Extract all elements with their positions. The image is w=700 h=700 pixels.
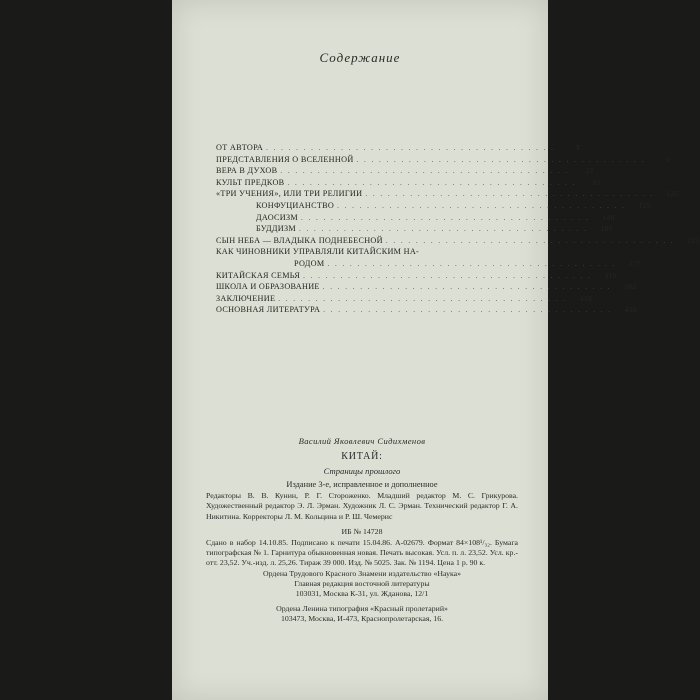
toc-entry-label: БУДДИЗМ (256, 224, 296, 234)
imprint-block (206, 436, 518, 624)
toc-leader-dots: . . . . . . . . . . . . . . . . . . . . . . . . . . . . . . . . . . . . . . . (280, 167, 570, 176)
page-title: Содержание (319, 50, 401, 65)
toc-entry (216, 281, 637, 293)
toc-entry-page: 148 (602, 212, 615, 222)
toc-leader-dots: . . . . . . . . . . . . . . . . . . . . . . . . . . . . . . . . . . . . . . . (356, 155, 646, 164)
toc-entry (216, 142, 580, 154)
toc-leader-dots: . . . . . . . . . . . . . . . . . . . . . . . . . . . . . . . . . . . . . . . (322, 283, 612, 292)
print-info-paragraph: Сдано в набор 14.10.85. Подписано к печати 15.04.86. А-02679. Формат 84×108¹/₃₂. Бумага типографская № 1. Гарнитура обыкновенная новая. Печать высокая. Усл. п. л. 23,52. Усл. кр.-отт. 23,52. Уч.-изд. л. 25,26. Тираж 39 000. Изд. № 5025. Зак. № 1194. Цена 1 р. 90 к. (206, 537, 518, 568)
toc-entry (216, 165, 595, 177)
editors-paragraph: Редакторы В. В. Кунин, Р. Г. Стороженко. Младший редактор М. С. Грикурова. Художественный редактор Э. Л. Эрман. Художник Л. С. Эрман. Технический редактор Г. А. Никитина. Корректоры Л. М. Кольцина и Р. Ш. Чемерис (206, 491, 518, 521)
toc-entry-label: ДАОСИЗМ (256, 212, 298, 222)
toc-entry-label: СЫН НЕБА — ВЛАДЫКА ПОДНЕБЕСНОЙ (216, 235, 383, 245)
toc-leader-dots: . . . . . . . . . . . . . . . . . . . . . . . . . . . . . . . . . . . . . . . (365, 190, 655, 199)
toc-leader-dots: . . . . . . . . . . . . . . . . . . . . . . . . . . . . . . . . . . . . . . . (300, 213, 590, 222)
toc-entry-page: 125 (666, 189, 680, 199)
toc-leader-dots: . . . . . . . . . . . . . . . . . . . . . . . . . . . . . . . . . . . . . . . (337, 201, 626, 210)
toc-entry-page: 6 (666, 154, 671, 164)
toc-leader-dots: . . . . . . . . . . . . . . . . . . . . . . . . . . . . . . . . . . . . . . . (327, 259, 617, 268)
toc-leader-dots: . . . . . . . . . . . . . . . . . . . . . . . . . . . . . . . . . . . . . . . (303, 271, 592, 280)
toc-entry-page: 180 (600, 224, 613, 234)
toc-entry (216, 154, 671, 166)
toc-entry (216, 246, 516, 258)
toc-entry-label: КОНФУЦИАНСТВО (256, 200, 335, 210)
printer-address: 103473, Москва, И-473, Краснопролетарская, 16. (280, 613, 444, 623)
toc-leader-dots: . . . . . . . . . . . . . . . . . . . . . . . . . . . . . . . . . . . . . . . (287, 178, 577, 187)
table-of-contents (216, 142, 700, 316)
toc-entry (216, 258, 642, 270)
toc-entry-page: 382 (624, 282, 637, 292)
toc-entry-label: ОТ АВТОРА (216, 143, 264, 152)
toc-entry-page: 125 (638, 200, 651, 210)
toc-leader-dots: . . . . . . . . . . . . . . . . . . . . . . . . . . . . . . . . . . . . . . . (298, 225, 588, 234)
book-subtitle: Страницы прошлого (323, 466, 401, 476)
toc-entry (216, 270, 617, 282)
publisher-address: 103031, Москва К-31, ул. Жданова, 12/1 (295, 589, 429, 599)
toc-entry-label: РОДОМ (294, 258, 325, 268)
toc-entry (216, 200, 651, 212)
toc-entry-page: 275 (628, 258, 642, 268)
toc-entry-page: 438 (624, 305, 637, 315)
toc-entry-page: 3 (575, 143, 580, 152)
toc-entry-label: КИТАЙСКАЯ СЕМЬЯ (216, 270, 301, 280)
publisher-line: Главная редакция восточной литературы (294, 579, 430, 589)
toc-entry (216, 177, 602, 189)
author-name: Василий Яковлевич Сидихменов (298, 436, 426, 446)
ib-number: ИБ № 14728 (341, 526, 383, 536)
edition-note: Издание 3-е, исправленное и дополненное (286, 480, 438, 489)
toc-entry (216, 223, 613, 235)
toc-entry (216, 212, 615, 224)
toc-leader-dots: . . . . . . . . . . . . . . . . . . . . . . . . . . . . . . . . . . . . . . . (385, 236, 675, 245)
toc-entry-label: «ТРИ УЧЕНИЯ», ИЛИ ТРИ РЕЛИГИИ (216, 189, 363, 199)
toc-entry (216, 235, 700, 247)
toc-entry-label: ОСНОВНАЯ ЛИТЕРАТУРА (216, 305, 321, 315)
toc-entry-label: ПРЕДСТАВЛЕНИЯ О ВСЕЛЕННОЙ (216, 154, 354, 164)
toc-leader-dots: . . . . . . . . . . . . . . . . . . . . . . . . . . . . . . . . . . . . . . . (323, 306, 612, 315)
book-page (172, 0, 700, 700)
printer-line: Ордена Ленина типография «Красный пролетарий» (276, 603, 448, 613)
toc-entry-page: 81 (592, 177, 602, 187)
toc-entry-label: КУЛЬТ ПРЕДКОВ (216, 177, 285, 187)
toc-entry-label: ЗАКЛЮЧЕНИЕ (216, 293, 276, 303)
toc-entry-label: ВЕРА В ДУХОВ (216, 166, 278, 176)
toc-entry (216, 293, 593, 305)
toc-entry-page: 418 (579, 293, 593, 303)
toc-entry-label: ШКОЛА И ОБРАЗОВАНИЕ (216, 282, 320, 292)
toc-leader-dots: . . . . . . . . . . . . . . . . . . . . . . . . . . . . . . . . . . . . . . . (266, 144, 555, 152)
toc-entry (216, 304, 637, 316)
toc-entry-label: КАК ЧИНОВНИКИ УПРАВЛЯЛИ КИТАЙСКИМ НА- (216, 247, 420, 257)
publisher-line: Ордена Трудового Красного Знамени издательство «Наука» (262, 568, 462, 578)
toc-entry-page: 223 (687, 235, 700, 245)
toc-entry-page: 319 (604, 270, 617, 280)
toc-leader-dots: . . . . . . . . . . . . . . . . . . . . . . . . . . . . . . . . . . . . . . . (278, 294, 568, 303)
book-title: КИТАЙ: (341, 451, 383, 462)
toc-entry-page: 21 (585, 166, 595, 176)
toc-entry (216, 188, 680, 200)
